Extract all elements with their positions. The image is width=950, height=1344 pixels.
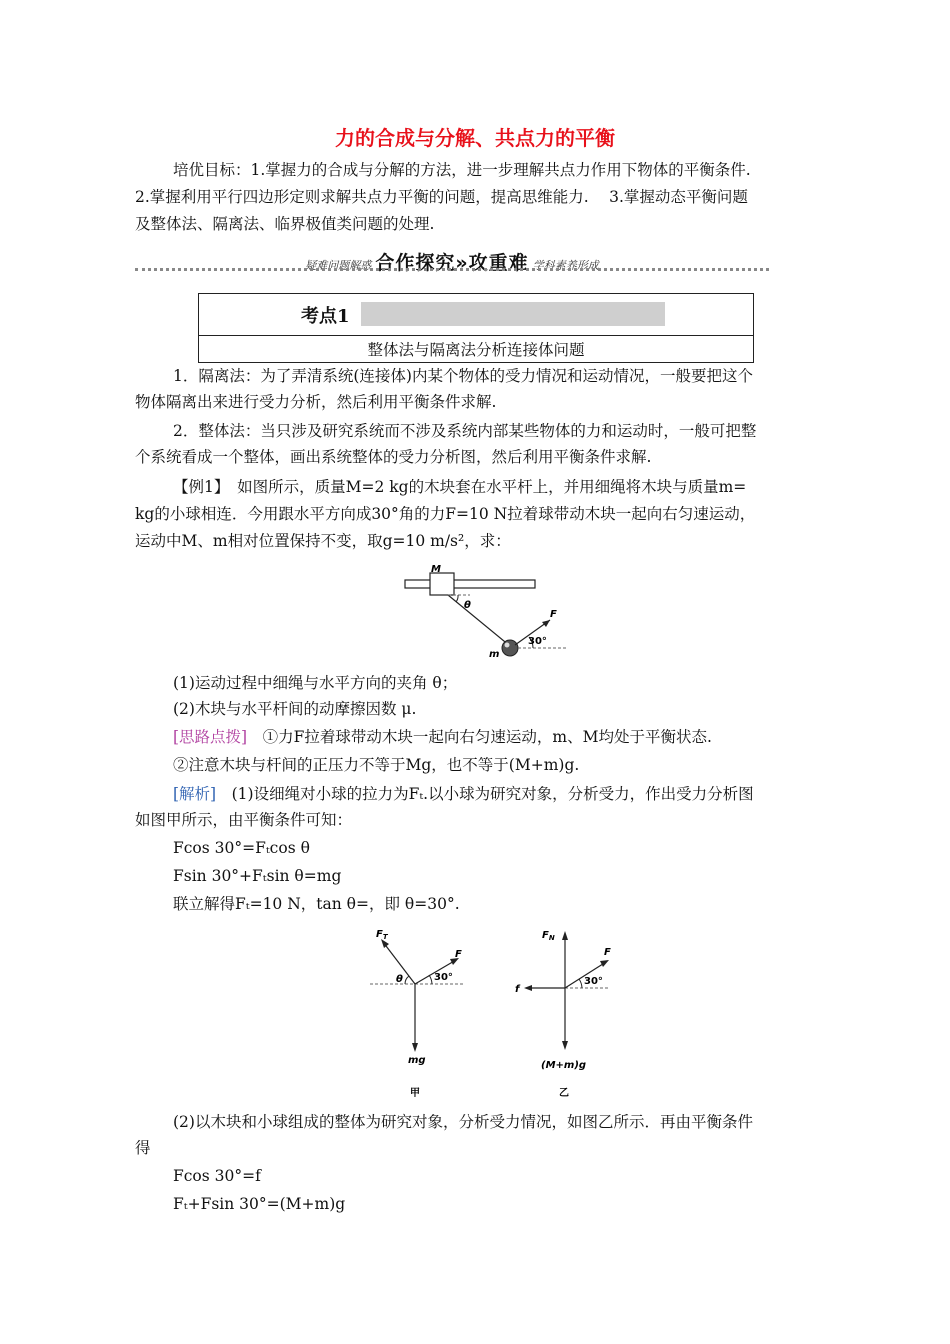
- figure-force-diagrams: [360, 922, 630, 1102]
- ball-m: [502, 640, 518, 656]
- label-mg: mg: [408, 1055, 426, 1066]
- caption-yi: 乙: [559, 1088, 569, 1099]
- label-m: m: [489, 649, 500, 660]
- equation-5: Fₜ+Fsin 30°=(M+m)g: [173, 1195, 346, 1213]
- hint-tag: [思路点拨]: [173, 728, 248, 746]
- example-line-2: kg的小球相连．今用跟水平方向成30°角的力F=10 N拉着球带动木块一起向右匀速运动，: [135, 505, 756, 523]
- hint-line-1: [思路点拨] ①力F拉着球带动木块一起向右匀速运动，m、M均处于平衡状态.: [173, 728, 712, 746]
- string: [448, 595, 510, 646]
- solution-line-2: 如图甲所示，由平衡条件可知：: [135, 811, 353, 829]
- banner-divider: [135, 268, 769, 271]
- para1-line-1: 1．隔离法：为了弄清系统(连接体)内某个物体的受力情况和运动情况，一般要把这个: [173, 367, 753, 385]
- horizontal-rod: [405, 580, 535, 588]
- caption-jia: 甲: [410, 1088, 420, 1099]
- para2-line-1: 2．整体法：当只涉及研究系统而不涉及系统内部某些物体的力和运动时，一般可把整: [173, 422, 757, 440]
- solution-line-3: (2)以木块和小球组成的整体为研究对象，分析受力情况，如图乙所示．再由平衡条件: [173, 1113, 753, 1131]
- equation-3: 联立解得Fₜ=10 N，tan θ=，即 θ=30°.: [173, 895, 460, 913]
- hint-line-2: ②注意木块与杆间的正压力不等于Mg，也不等于(M+m)g.: [173, 756, 580, 774]
- label-theta: θ: [464, 600, 471, 611]
- example-line-1: 【例1】 如图所示，质量M=2 kg的木块套在水平杆上，并用细绳将木块与质量m=: [173, 478, 747, 496]
- label-M: M: [431, 564, 441, 575]
- banner-left-text: 疑难问题解惑: [305, 259, 372, 272]
- solution-line-4: 得: [135, 1139, 151, 1157]
- label-theta-jia: θ: [396, 974, 403, 985]
- para1-line-2: 物体隔离出来进行受力分析，然后利用平衡条件求解.: [135, 393, 497, 411]
- equation-4: Fcos 30°=f: [173, 1167, 261, 1185]
- label-30-jia: 30°: [434, 972, 453, 983]
- page-title: 力的合成与分解、共点力的平衡: [335, 126, 615, 150]
- figure-rod-block-ball: [400, 560, 557, 665]
- equation-1: Fcos 30°=Fₜcos θ: [173, 839, 310, 857]
- label-F-yi: F: [604, 947, 611, 958]
- question-1: (1)运动过程中细绳与水平方向的夹角 θ；: [173, 674, 458, 692]
- label-FN: $F_N$: [542, 930, 555, 942]
- label-FT: $F_T$: [376, 929, 388, 941]
- kaodian-tab: [287, 300, 361, 326]
- label-F: F: [550, 609, 557, 620]
- label-weight: (M+m)g: [541, 1060, 587, 1071]
- label-F-jia: F: [455, 949, 462, 960]
- banner-right-text: 学科素养形成: [532, 259, 599, 272]
- block-M: [430, 573, 454, 595]
- solution-tag: [解析]: [173, 785, 217, 803]
- question-2: (2)木块与水平杆间的动摩擦因数 μ.: [173, 700, 417, 718]
- label-30deg: 30°: [528, 636, 547, 647]
- objective-line-2: 2.掌握利用平行四边形定则求解共点力平衡的问题，提高思维能力. 3.掌握动态平衡问题: [135, 188, 748, 206]
- objective-line-1: 培优目标：1.掌握力的合成与分解的方法，进一步理解共点力作用下物体的平衡条件.: [173, 161, 751, 179]
- kaodian-box: [198, 293, 754, 363]
- banner-main-1: 合作探究: [375, 252, 456, 274]
- para2-line-2: 个系统看成一个整体，画出系统整体的受力分析图，然后利用平衡条件求解.: [135, 448, 652, 466]
- label-30-yi: 30°: [584, 976, 603, 987]
- solution-line-1: [解析] (1)设细绳对小球的拉力为Fₜ.以小球为研究对象，分析受力，作出受力分析图: [173, 785, 754, 803]
- equation-2: Fsin 30°+Fₜsin θ=mg: [173, 867, 342, 885]
- section-banner: [135, 246, 769, 272]
- objective-line-3: 及整体法、隔离法、临界极值类问题的处理.: [135, 215, 435, 233]
- kaodian-subtitle: 整体法与隔离法分析连接体问题: [367, 341, 585, 359]
- banner-arrow-icon: »: [455, 252, 469, 274]
- banner-main-2: 攻重难: [468, 252, 529, 274]
- kaodian-label: 考点1: [301, 306, 350, 327]
- example-line-3: 运动中M、m相对位置保持不变，取g=10 m/s²，求：: [135, 532, 511, 550]
- label-f: f: [515, 984, 520, 995]
